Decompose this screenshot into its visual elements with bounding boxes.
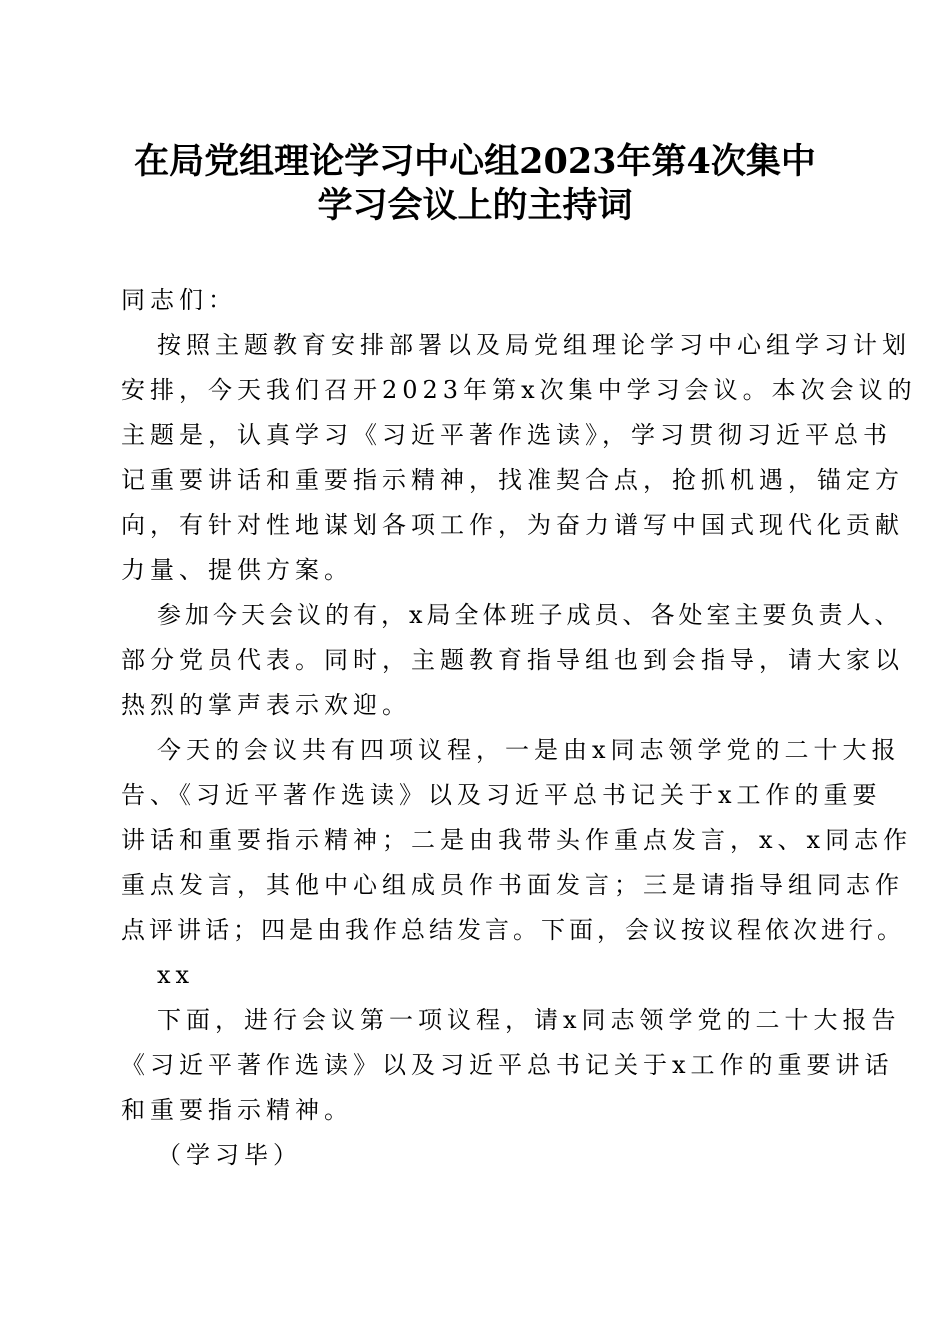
body-line: 重点发言，其他中心组成员作书面发言；三是请指导组同志作 (121, 871, 904, 899)
body-line: 下面，进行会议第一项议程，请x同志领学党的二十大报告 (157, 1006, 901, 1034)
body-line: 向，有针对性地谋划各项工作，为奋力谱写中国式现代化贡献 (121, 511, 904, 539)
body-line: xx (157, 961, 195, 989)
document-title-line-1: 在局党组理论学习中心组2023年第4次集中 (134, 141, 816, 182)
body-line: 《习近平著作选读》以及习近平总书记关于x工作的重要讲话 (121, 1051, 894, 1079)
body-line: 今天的会议共有四项议程，一是由x同志领学党的二十大报 (157, 736, 901, 764)
body-line: 力量、提供方案。 (121, 556, 353, 584)
body-line: 热烈的掌声表示欢迎。 (121, 691, 411, 719)
body-line: 按照主题教育安排部署以及局党组理论学习中心组学习计划 (157, 331, 911, 359)
body-line: 点评讲话；四是由我作总结发言。下面，会议按议程依次进行。 (121, 916, 905, 944)
body-line: 安排，今天我们召开2023年第x次集中学习会议。本次会议的 (121, 376, 917, 404)
body-line: 参加今天会议的有，x局全体班子成员、各处室主要负责人、 (157, 601, 903, 629)
body-line: 主题是，认真学习《习近平著作选读》，学习贯彻习近平总书 (121, 421, 892, 449)
body-line: 告、《习近平著作选读》以及习近平总书记关于x工作的重要 (121, 781, 882, 809)
body-line: 部分党员代表。同时，主题教育指导组也到会指导，请大家以 (121, 646, 904, 674)
body-line: （学习毕） (157, 1141, 302, 1169)
body-line: 记重要讲话和重要指示精神，找准契合点，抢抓机遇，锚定方 (121, 466, 904, 494)
salutation: 同志们： (121, 286, 237, 314)
body-line: 和重要指示精神。 (121, 1096, 353, 1124)
body-line: 讲话和重要指示精神；二是由我带头作重点发言，x、x同志作 (121, 826, 913, 854)
document-title-line-2: 学习会议上的主持词 (317, 185, 633, 226)
